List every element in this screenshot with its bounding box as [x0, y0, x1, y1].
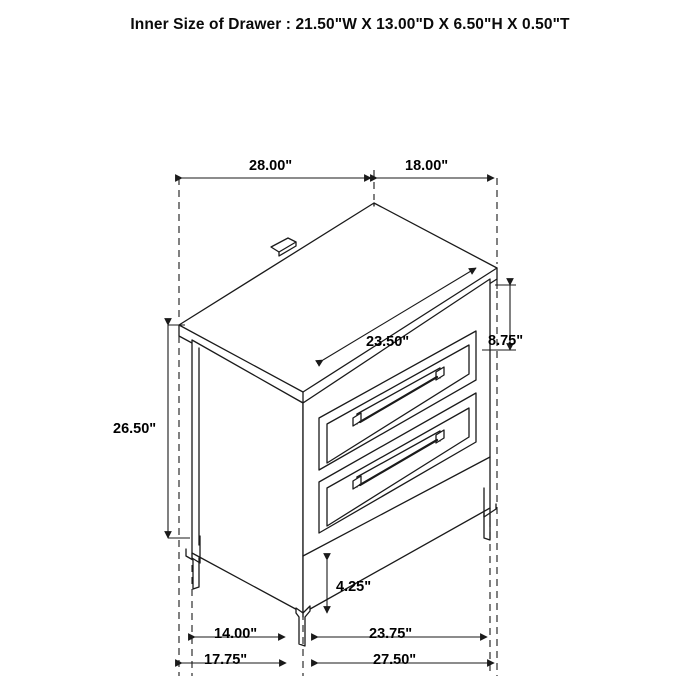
dimension-label-outer-front-width: 27.50" [373, 652, 417, 668]
page-title: Inner Size of Drawer : 21.50"W X 13.00"D X 6.50"H X 0.50"T [130, 16, 570, 33]
dimension-label-overall-height: 26.50" [113, 421, 157, 437]
dimension-label-base-side-depth: 14.00" [214, 626, 258, 642]
dimension-label-leg-height: 4.25" [336, 579, 372, 595]
dimension-label-drawer-front-width: 23.50" [366, 334, 410, 350]
dimension-label-top-width: 28.00" [249, 158, 293, 174]
dimension-label-base-front-width: 23.75" [369, 626, 413, 642]
dimension-label-top-depth: 18.00" [405, 158, 449, 174]
dimension-label-drawer-height: 8.75" [488, 333, 524, 349]
dimension-label-outer-side-depth: 17.75" [204, 652, 248, 668]
